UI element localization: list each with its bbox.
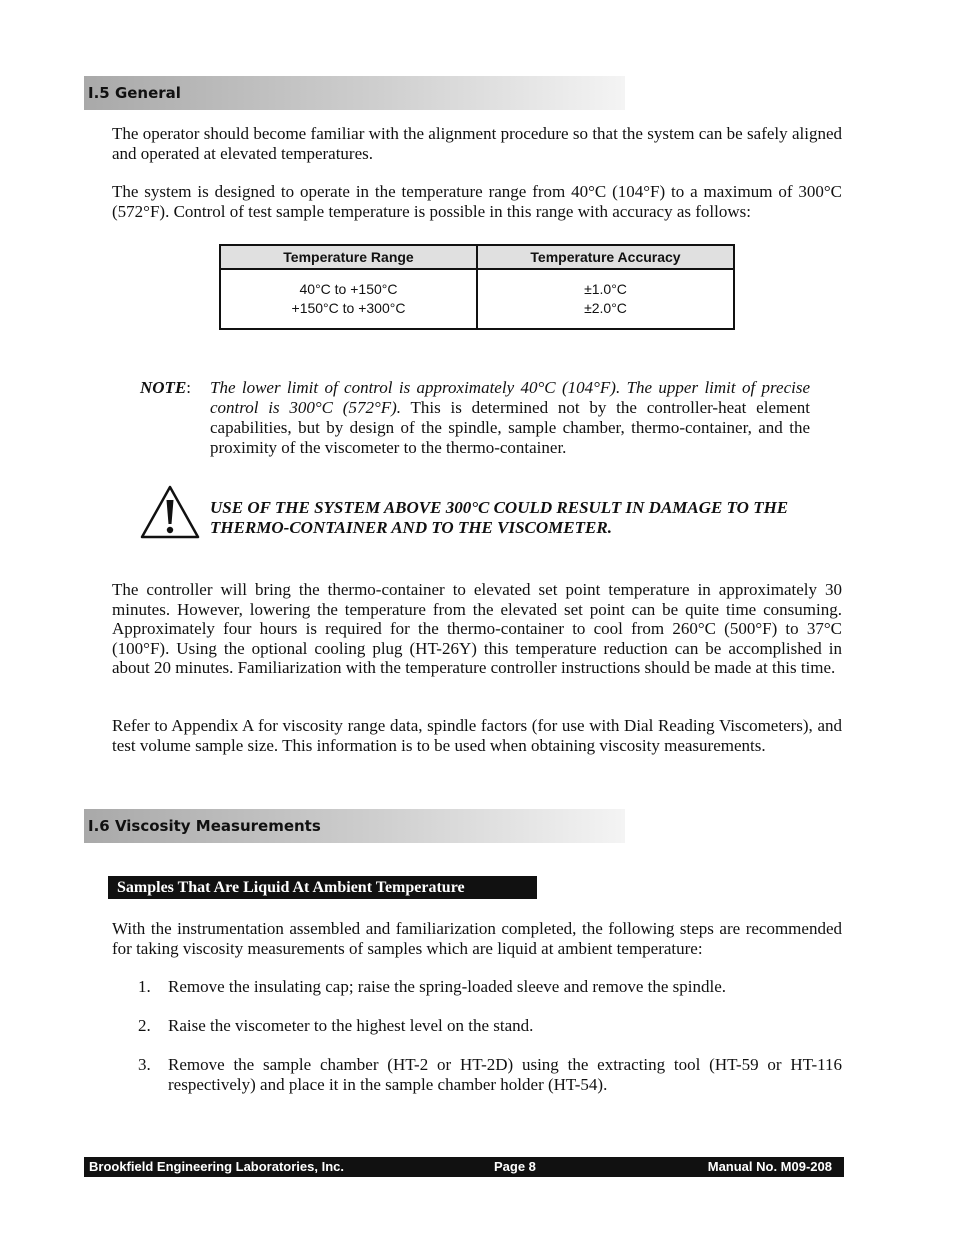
table-cell-accuracies xyxy=(477,269,734,329)
subsection-intro: With the instrumentation assembled and familiarization completed, the following steps are recommended for taking viscosity measurements of samples which are liquid at ambient temperature: xyxy=(112,919,842,958)
subsection-heading: Samples That Are Liquid At Ambient Temperature xyxy=(108,876,537,899)
table-row xyxy=(220,269,734,329)
section-heading-viscosity: I.6 Viscosity Measurements xyxy=(84,809,625,843)
note-normal-text: This is determined not by the controller-heat element capabilities, but by design of the spindle, sample chamber, thermo-container, and the proximity of the viscometer to the thermo-container. xyxy=(210,398,810,457)
intro-paragraph-1: The operator should become familiar with the alignment procedure so that the system can be safely aligned and operated at elevated temperatures. xyxy=(112,124,842,163)
step-number: 1. xyxy=(138,977,151,996)
range-value: 40°C to +150°C xyxy=(299,281,398,297)
body-paragraph-3: The controller will bring the thermo-container to elevated set point temperature in approximately 30 minutes. However, lowering the temperature from the elevated set point can be quite time consuming. Approximately four hours is required for the thermo-container to cool from 260°C (500°F) to 37°C (100°F). Using the optional cooling plug (HT-26Y) this temperature reduction can be accomplished in about 20 minutes. Familiarization with the temperature controller instructions should be made at this time. xyxy=(112,580,842,678)
note-label-text: NOTE xyxy=(140,378,187,397)
note-text xyxy=(210,378,810,458)
accuracy-value: ±2.0°C xyxy=(584,300,627,316)
range-value: +150°C to +300°C xyxy=(291,300,406,316)
table-header-row xyxy=(220,245,734,269)
footer-manual-number: Manual No. M09-208 xyxy=(707,1159,832,1174)
table-header-range: Temperature Range xyxy=(220,245,477,269)
table-cell-ranges xyxy=(220,269,477,329)
note-italic-text: The lower limit of control is approximately 40°C (104°F). The upper limit of precise control is 300°C (572°F). xyxy=(210,378,810,417)
footer-company: Brookfield Engineering Laboratories, Inc. xyxy=(89,1159,344,1174)
step-number: 2. xyxy=(138,1016,151,1035)
note-label xyxy=(140,378,191,398)
body-paragraph-4: Refer to Appendix A for viscosity range data, spindle factors (for use with Dial Reading Viscometers), and test volume sample size. This information is to be used when obtaining viscosity measurements. xyxy=(112,716,842,755)
section-heading-general: I.5 General xyxy=(84,76,625,110)
step-text: Remove the insulating cap; raise the spring-loaded sleeve and remove the spindle. xyxy=(168,977,726,996)
warning-triangle-icon xyxy=(139,484,201,540)
step-text: Raise the viscometer to the highest level on the stand. xyxy=(168,1016,534,1035)
warning-text: USE OF THE SYSTEM ABOVE 300°C COULD RESULT IN DAMAGE TO THE THERMO-CONTAINER AND TO THE VISCOMETER. xyxy=(210,498,789,537)
footer-page-number: Page 8 xyxy=(494,1159,536,1174)
step-number: 3. xyxy=(138,1055,151,1074)
accuracy-value: ±1.0°C xyxy=(584,281,627,297)
page-footer xyxy=(84,1157,844,1177)
intro-paragraph-2: The system is designed to operate in the temperature range from 40°C (104°F) to a maximum of 300°C (572°F). Control of test sample temperature is possible in this range with accuracy as follows: xyxy=(112,182,842,221)
step-text: Remove the sample chamber (HT-2 or HT-2D) using the extracting tool (HT-59 or HT-116 respectively) and place it in the sample chamber holder (HT-54). xyxy=(168,1055,842,1094)
table-header-accuracy: Temperature Accuracy xyxy=(477,245,734,269)
note-colon: : xyxy=(186,378,192,397)
temperature-accuracy-table xyxy=(219,244,735,330)
